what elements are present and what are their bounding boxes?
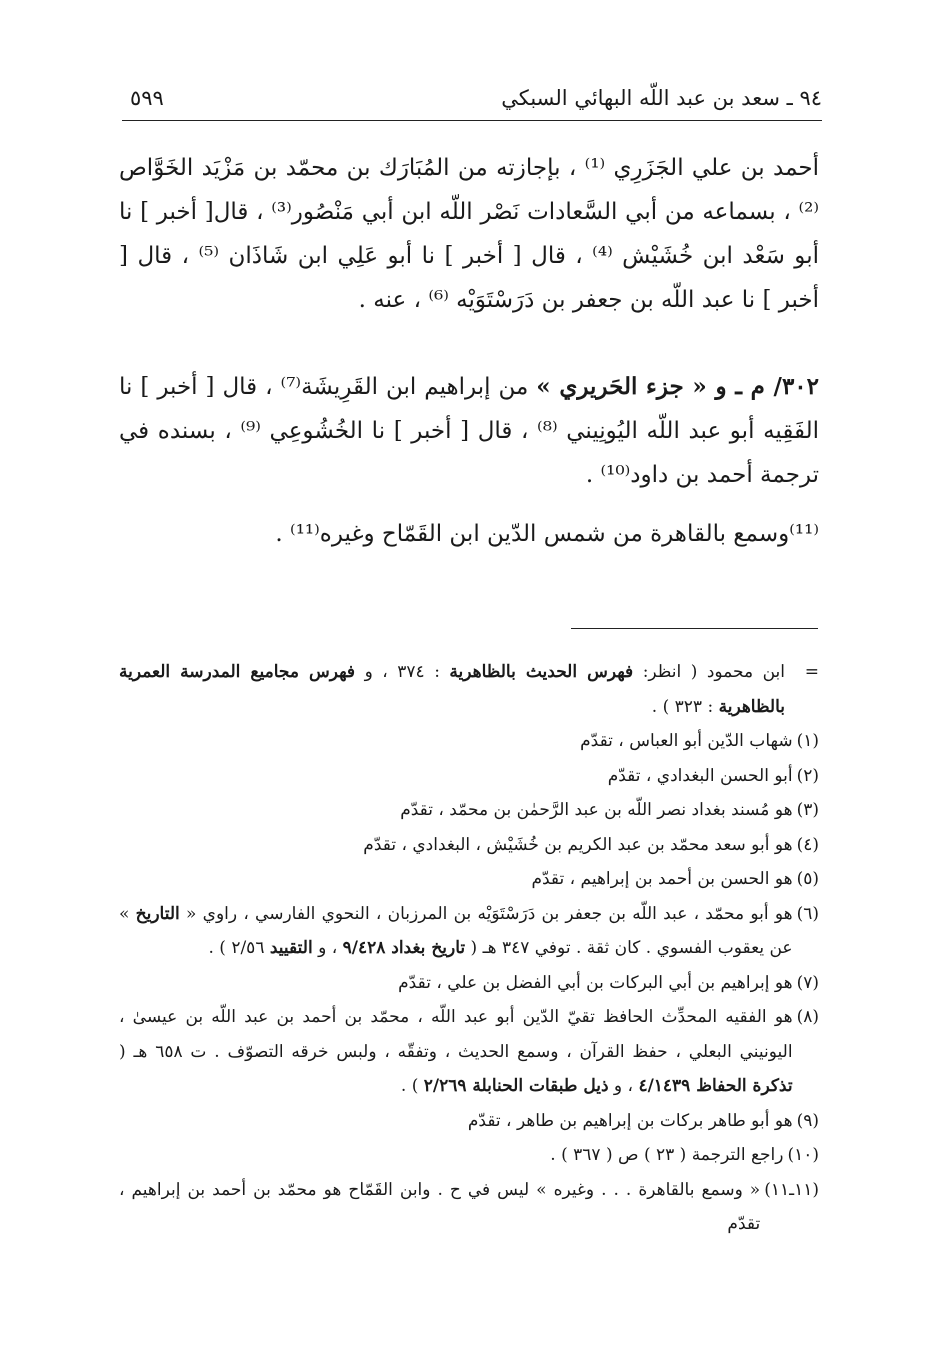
footnote-text-part: هو الفقيه المحدِّث الحافظ تقيّ الدّين أبو عبد اللّه ، محمّد بن أحمد بن عبد اللّه بن عيسىٰ ، اليونيني البعلي ، حفظ القرآن ، وسمع الحديث ، وتفقّه ، ولبس خرقه التصوّف . ت ٦٥٨ هـ (: [119, 1007, 793, 1062]
footnote-11: [119, 1173, 819, 1242]
footnote-text: [119, 897, 793, 966]
footnote-text: راجع الترجمة ( ٢٣ ) ص ( ٣٦٧ ) .: [550, 1145, 784, 1165]
footnote-marker: (٤): [796, 834, 819, 855]
footnote-text: « وسمع بالقاهرة . . . وغيره » ليس في ح . وابن القَمّاح هو محمّد بن أحمد بن إبراهيم ، تقدّم: [119, 1179, 761, 1234]
source-title: تاريخ بغداد ٩/٤٢٨: [342, 938, 466, 958]
footnote-8: [119, 1000, 819, 1104]
footnote-marker: (٥): [796, 869, 819, 889]
running-title: ٩٤ ـ سعد بن عبد اللّه البهائي السبكي: [501, 86, 822, 110]
footnote-text: هو الحسن بن أحمد بن إبراهيم ، تقدّم: [531, 869, 793, 889]
body-paragraph-1: أحمد بن علي الجَزَرِي ⁽¹⁾ ، بإجازته من المُبَارَك بن محمّد بن مَزْيَد الخَوَّاص ⁽²⁾ ، بسماعه من أبي السَّعادات نَصْر اللّه ابن أبي مَنْصُور⁽³⁾ ، قال[ أخبر ] نا أبو سَعْد ابن خُشَيْش ⁽⁴⁾ ، قال [ أخبر ] نا أبو عَلِي ابن شَاذَان ⁽⁵⁾ ، قال [ أخبر ] نا عبد اللّه بن جعفر بن دَرَسْتَوَيْه ⁽⁶⁾ ، عنه .: [119, 155, 819, 313]
footnote-5: [119, 862, 819, 897]
footnote-text-part: : ٣٧٤ ، و: [355, 662, 450, 682]
footnote-text: [119, 1000, 793, 1104]
footnote-text-part: ٢/٥٦ ) .: [208, 938, 270, 958]
footnote-1: [119, 724, 819, 759]
footnote-3: [119, 793, 819, 828]
footnote-text: هو مُسند بغداد نصر اللّه بن عبد الرَّحمٰن بن محمّد ، تقدّم: [400, 800, 793, 820]
footnote-text: هو أبو سعد محمّد بن عبد الكريم بن خُشَيْش ، البغدادي ، تقدّم: [363, 834, 793, 855]
footnotes: [119, 655, 819, 1242]
source-title: ذيل طبقات الحنابلة ٢/٢٦٩: [423, 1076, 609, 1096]
footnote-9: [119, 1104, 819, 1139]
footnote-7: [119, 966, 819, 1001]
footnote-marker: (١): [796, 731, 819, 751]
footnote-2: [119, 759, 819, 794]
footnote-text-part: ، و: [608, 1076, 639, 1096]
footnote-text-part: » عن يعقوب الفسوي . كان ثقة . توفي ٣٤٧ هـ (: [119, 903, 793, 958]
footnote-marker: (٣): [796, 800, 819, 820]
page-number: ٥٩٩: [130, 86, 164, 110]
footnote-marker: (٩): [796, 1110, 819, 1131]
body-paragraph-2: [119, 365, 819, 497]
footnote-text: أبو الحسن البغدادي ، تقدّم: [607, 765, 793, 786]
footnote-text: هو إبراهيم بن أبي البركات بن أبي الفضل بن علي ، تقدّم: [398, 972, 793, 993]
entry-heading: ٣٠٢/ م ـ و « جزء الحَريري »: [536, 373, 819, 400]
footnote-text-part: ابن محمود ( انظر:: [633, 662, 785, 682]
footnote-text: هو أبو طاهر بركات بن إبراهيم بن طاهر ، تقدّم: [467, 1110, 793, 1131]
footnote-continuation: [119, 655, 819, 724]
footnote-text: [119, 655, 785, 724]
source-title: التقييد: [269, 938, 313, 958]
footnote-divider: [571, 628, 818, 629]
footnote-text-part: : ٣٢٣ ) .: [651, 696, 719, 717]
footnote-marker: (٧): [796, 972, 819, 993]
footnote-marker: (١١ـ١١): [764, 1179, 819, 1200]
body-paragraph-3: ⁽¹¹⁾وسمع بالقاهرة من شمس الدّين ابن القَمّاح وغيره⁽¹¹⁾ .: [275, 521, 819, 547]
footnote-10: [119, 1138, 819, 1173]
entry-text: من إبراهيم ابن القَرِيشَة⁽⁷⁾ ، قال [ أخبر ] نا الفَقِيه أبو عبد اللّه اليُونِيني ⁽⁸⁾ ، قال [ أخبر ] نا الخُشُوعِي ⁽⁹⁾ ، بسنده في ترجمة أحمد بن داود⁽¹⁰⁾ .: [119, 374, 820, 488]
footnote-marker: =: [804, 662, 819, 682]
source-title: فهرس الحديث بالظاهرية: [449, 662, 634, 682]
footnote-marker: (١٠): [787, 1145, 819, 1165]
footnote-marker: (٨): [796, 1007, 819, 1027]
source-title: فهرس مجاميع المدرسة العمرية بالظاهرية: [119, 662, 785, 717]
footnote-4: [119, 828, 819, 863]
source-title: تذكرة الحفاظ ٤/١٤٣٩: [638, 1076, 793, 1096]
footnote-text-part: هو أبو محمّد ، عبد اللّه بن جعفر بن دَرَسْتَوَيْه بن المرزبان ، النحوي الفارسي ، راوي «: [179, 903, 793, 924]
footnote-text-part: ) .: [400, 1076, 424, 1096]
footnote-marker: (٦): [796, 903, 819, 924]
footnote-text-part: ، و: [312, 938, 343, 958]
source-title: التاريخ: [135, 903, 180, 924]
page-header: [122, 82, 822, 121]
footnote-text: شهاب الدّين أبو العباس ، تقدّم: [580, 731, 793, 751]
footnote-6: [119, 897, 819, 966]
footnote-marker: (٢): [796, 765, 819, 786]
